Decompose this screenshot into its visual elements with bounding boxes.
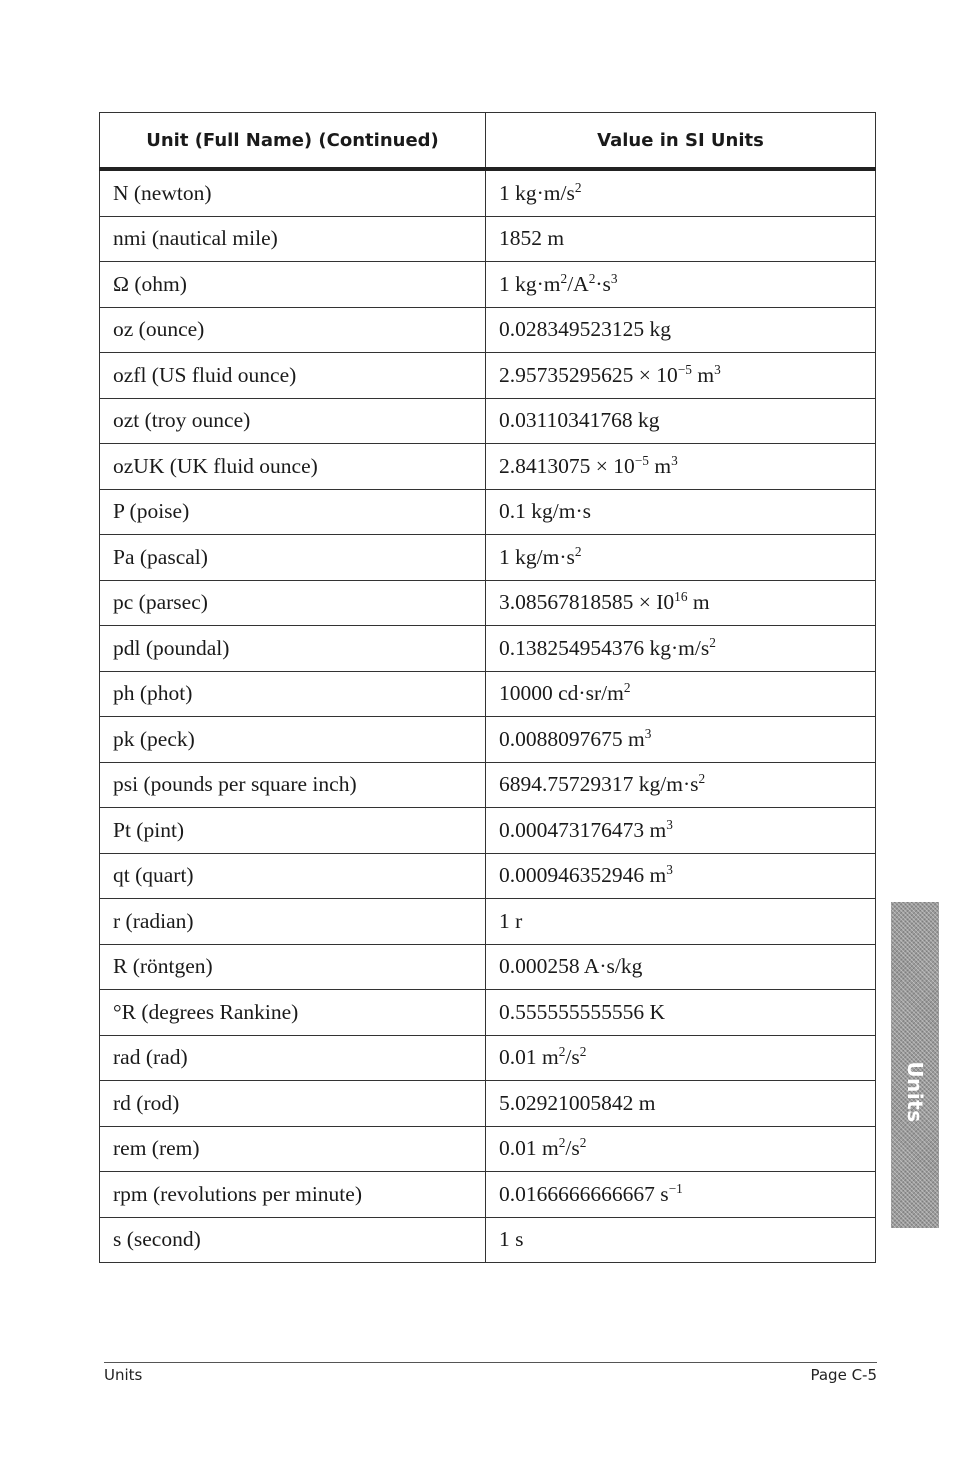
unit-name-cell: nmi (nautical mile) (100, 216, 486, 262)
units-table (99, 112, 876, 1263)
si-value-cell: 0.000258 A·s/kg (486, 944, 876, 990)
unit-name-cell: ozt (troy ounce) (100, 398, 486, 444)
unit-name-cell: rem (rem) (100, 1126, 486, 1172)
table-row (100, 990, 876, 1036)
section-tab (891, 902, 939, 1228)
unit-name-cell: oz (ounce) (100, 307, 486, 353)
si-value-cell: 6894.75729317 $kg/m\cdot s^2$ (486, 762, 876, 808)
table-row (100, 307, 876, 353)
table-row (100, 444, 876, 490)
table-row (100, 671, 876, 717)
si-value-cell: 5.02921005842 m (486, 1081, 876, 1127)
footer-divider (104, 1362, 877, 1363)
si-value-cell: 1852 m (486, 216, 876, 262)
unit-name-cell: s (second) (100, 1217, 486, 1263)
unit-name-cell: Pt (pint) (100, 808, 486, 854)
table-row (100, 262, 876, 308)
unit-name-cell: ph (phot) (100, 671, 486, 717)
table-row (100, 580, 876, 626)
section-tab-label: Units (903, 1061, 927, 1123)
table-row (100, 1172, 876, 1218)
column-header-unit: Unit (Full Name) (Continued) (100, 113, 486, 170)
table-row (100, 489, 876, 535)
unit-name-cell: ozUK (UK fluid ounce) (100, 444, 486, 490)
si-value-cell: $3.08567818585 \times I0^{16}$ m (486, 580, 876, 626)
unit-name-cell: pdl (poundal) (100, 626, 486, 672)
unit-name-cell: rad (rad) (100, 1035, 486, 1081)
si-value-cell: $2.95735295625 \times 10^{-5}$ $m^3$ (486, 353, 876, 399)
si-value-cell: 1 $kg\cdot m/s^2$ (486, 169, 876, 216)
table-row (100, 853, 876, 899)
si-value-cell: 0.028349523125 kg (486, 307, 876, 353)
si-value-cell: 0.000946352946 $m^3$ (486, 853, 876, 899)
table-row (100, 808, 876, 854)
unit-name-cell: rpm (revolutions per minute) (100, 1172, 486, 1218)
table-row (100, 535, 876, 581)
table-row (100, 1217, 876, 1263)
unit-name-cell: pk (peck) (100, 717, 486, 763)
table-row (100, 626, 876, 672)
si-value-cell: 1 r (486, 899, 876, 945)
si-value-cell: 0.1 kg/m·s (486, 489, 876, 535)
table-header-row (100, 113, 876, 170)
unit-name-cell: r (radian) (100, 899, 486, 945)
si-value-cell: 0.000473176473 $m^3$ (486, 808, 876, 854)
si-value-cell: 0.01 $m^2/s^2$ (486, 1035, 876, 1081)
si-value-cell: 10000 $cd\cdot sr/m^2$ (486, 671, 876, 717)
unit-name-cell: qt (quart) (100, 853, 486, 899)
si-value-cell: 1 $kg/m\cdot s^2$ (486, 535, 876, 581)
si-value-cell: 0.01 $m^2/s^2$ (486, 1126, 876, 1172)
table-row (100, 1126, 876, 1172)
unit-name-cell: P (poise) (100, 489, 486, 535)
si-value-cell: $2.8413075 \times 10^{-5}$ $m^3$ (486, 444, 876, 490)
unit-name-cell: Ω (ohm) (100, 262, 486, 308)
unit-name-cell: pc (parsec) (100, 580, 486, 626)
table-row (100, 944, 876, 990)
footer-page-number: Page C-5 (810, 1366, 877, 1384)
unit-name-cell: psi (pounds per square inch) (100, 762, 486, 808)
column-header-value: Value in SI Units (486, 113, 876, 170)
si-value-cell: 0.0166666666667 $s^{-1}$ (486, 1172, 876, 1218)
table-row (100, 169, 876, 216)
unit-name-cell: Pa (pascal) (100, 535, 486, 581)
unit-name-cell: N (newton) (100, 169, 486, 216)
si-value-cell: 0.03110341768 kg (486, 398, 876, 444)
table-row (100, 353, 876, 399)
footer-section-name: Units (104, 1366, 143, 1384)
unit-name-cell: R (röntgen) (100, 944, 486, 990)
table-row (100, 899, 876, 945)
table-row (100, 216, 876, 262)
table-row (100, 1035, 876, 1081)
si-value-cell: 1 s (486, 1217, 876, 1263)
unit-name-cell: rd (rod) (100, 1081, 486, 1127)
table-body (100, 169, 876, 1263)
si-value-cell: 1 $kg\cdot m^2/A^2\cdot s^3$ (486, 262, 876, 308)
table-row (100, 398, 876, 444)
si-value-cell: 0.0088097675 $m^3$ (486, 717, 876, 763)
table-row (100, 762, 876, 808)
table-row (100, 717, 876, 763)
unit-name-cell: °R (degrees Rankine) (100, 990, 486, 1036)
si-value-cell: 0.138254954376 $kg\cdot m/s^2$ (486, 626, 876, 672)
unit-name-cell: ozfl (US fluid ounce) (100, 353, 486, 399)
si-value-cell: 0.555555555556 K (486, 990, 876, 1036)
table-row (100, 1081, 876, 1127)
